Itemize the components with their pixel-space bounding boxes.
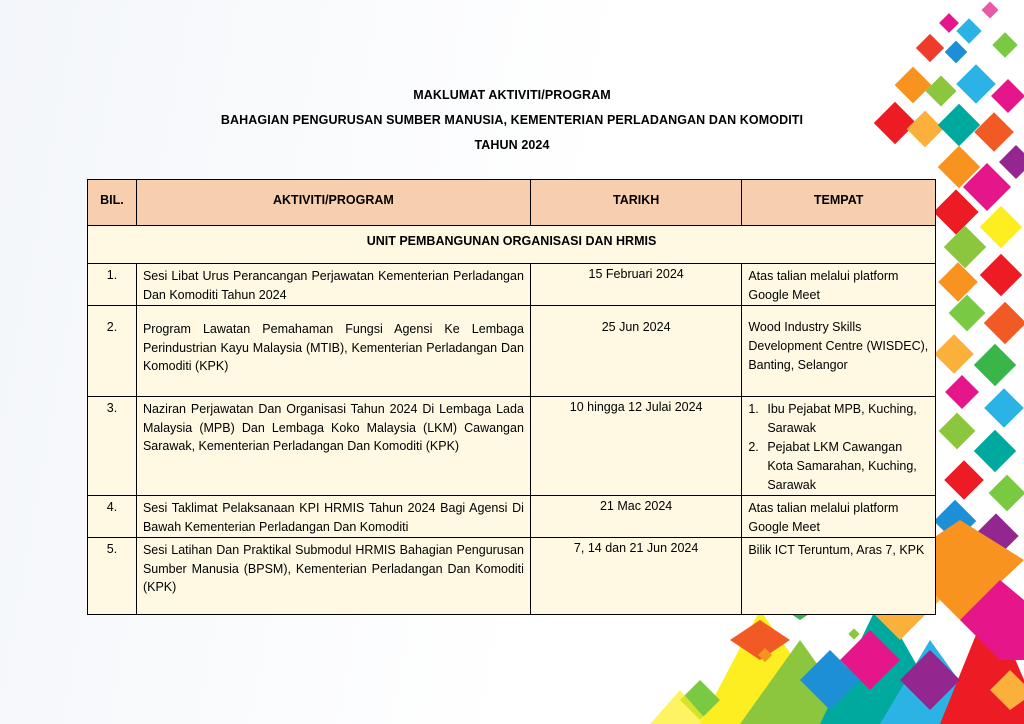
table-row	[88, 397, 936, 496]
list-item	[748, 400, 929, 438]
section-row	[88, 226, 936, 264]
list-item-text: Ibu Pejabat MPB, Kuching, Sarawak	[767, 402, 917, 435]
document-heading	[0, 88, 1024, 152]
table-row	[88, 496, 936, 538]
header-place: TEMPAT	[742, 180, 936, 226]
section-title: UNIT PEMBANGUNAN ORGANISASI DAN HRMIS	[88, 226, 936, 264]
table-row	[88, 264, 936, 306]
row-activity: Sesi Taklimat Pelaksanaan KPI HRMIS Tahun 2024 Bagi Agensi Di Bawah Kementerian Perladangan Dan Komoditi	[136, 496, 530, 538]
row-number: 2.	[88, 306, 137, 397]
row-number: 5.	[88, 538, 137, 615]
heading-line-3: TAHUN 2024	[474, 138, 550, 152]
row-date: 21 Mac 2024	[530, 496, 741, 538]
table-header-row	[88, 180, 936, 226]
list-item-number: 2.	[748, 440, 759, 454]
row-date: 25 Jun 2024	[530, 306, 741, 397]
row-place: Atas talian melalui platform Google Meet	[742, 264, 936, 306]
row-place: Atas talian melalui platform Google Meet	[742, 496, 936, 538]
row-place-list	[742, 397, 936, 496]
row-date: 15 Februari 2024	[530, 264, 741, 306]
header-no: BIL.	[88, 180, 137, 226]
heading-line-1: MAKLUMAT AKTIVITI/PROGRAM	[413, 88, 611, 102]
row-number: 4.	[88, 496, 137, 538]
table-row	[88, 538, 936, 615]
list-item	[748, 438, 929, 495]
row-date: 7, 14 dan 21 Jun 2024	[530, 538, 741, 615]
heading-line-2: BAHAGIAN PENGURUSAN SUMBER MANUSIA, KEMENTERIAN PERLADANGAN DAN KOMODITI	[220, 113, 804, 127]
activity-table	[87, 179, 936, 615]
list-item-number: 1.	[748, 402, 759, 416]
row-activity: Program Lawatan Pemahaman Fungsi Agensi Ke Lembaga Perindustrian Kayu Malaysia (MTIB), Kementerian Perladangan Dan Komoditi (KPK)	[136, 306, 530, 397]
row-number: 3.	[88, 397, 137, 496]
list-item-text: Pejabat LKM Cawangan Kota Samarahan, Kuching, Sarawak	[767, 440, 917, 492]
row-place: Bilik ICT Teruntum, Aras 7, KPK	[742, 538, 936, 615]
row-number: 1.	[88, 264, 137, 306]
table-row	[88, 306, 936, 397]
row-place: Wood Industry Skills Development Centre (WISDEC), Banting, Selangor	[742, 306, 936, 397]
header-date: TARIKH	[530, 180, 741, 226]
row-activity: Sesi Latihan Dan Praktikal Submodul HRMIS Bahagian Pengurusan Sumber Manusia (BPSM), Kementerian Perladangan Dan Komoditi (KPK)	[136, 538, 530, 615]
header-activity: AKTIVITI/PROGRAM	[136, 180, 530, 226]
row-activity: Naziran Perjawatan Dan Organisasi Tahun 2024 Di Lembaga Lada Malaysia (MPB) Dan Lembaga Koko Malaysia (LKM) Cawangan Sarawak, Kementerian Perladangan Dan Komoditi (KPK)	[136, 397, 530, 496]
row-date: 10 hingga 12 Julai 2024	[530, 397, 741, 496]
row-activity: Sesi Libat Urus Perancangan Perjawatan Kementerian Perladangan Dan Komoditi Tahun 2024	[136, 264, 530, 306]
